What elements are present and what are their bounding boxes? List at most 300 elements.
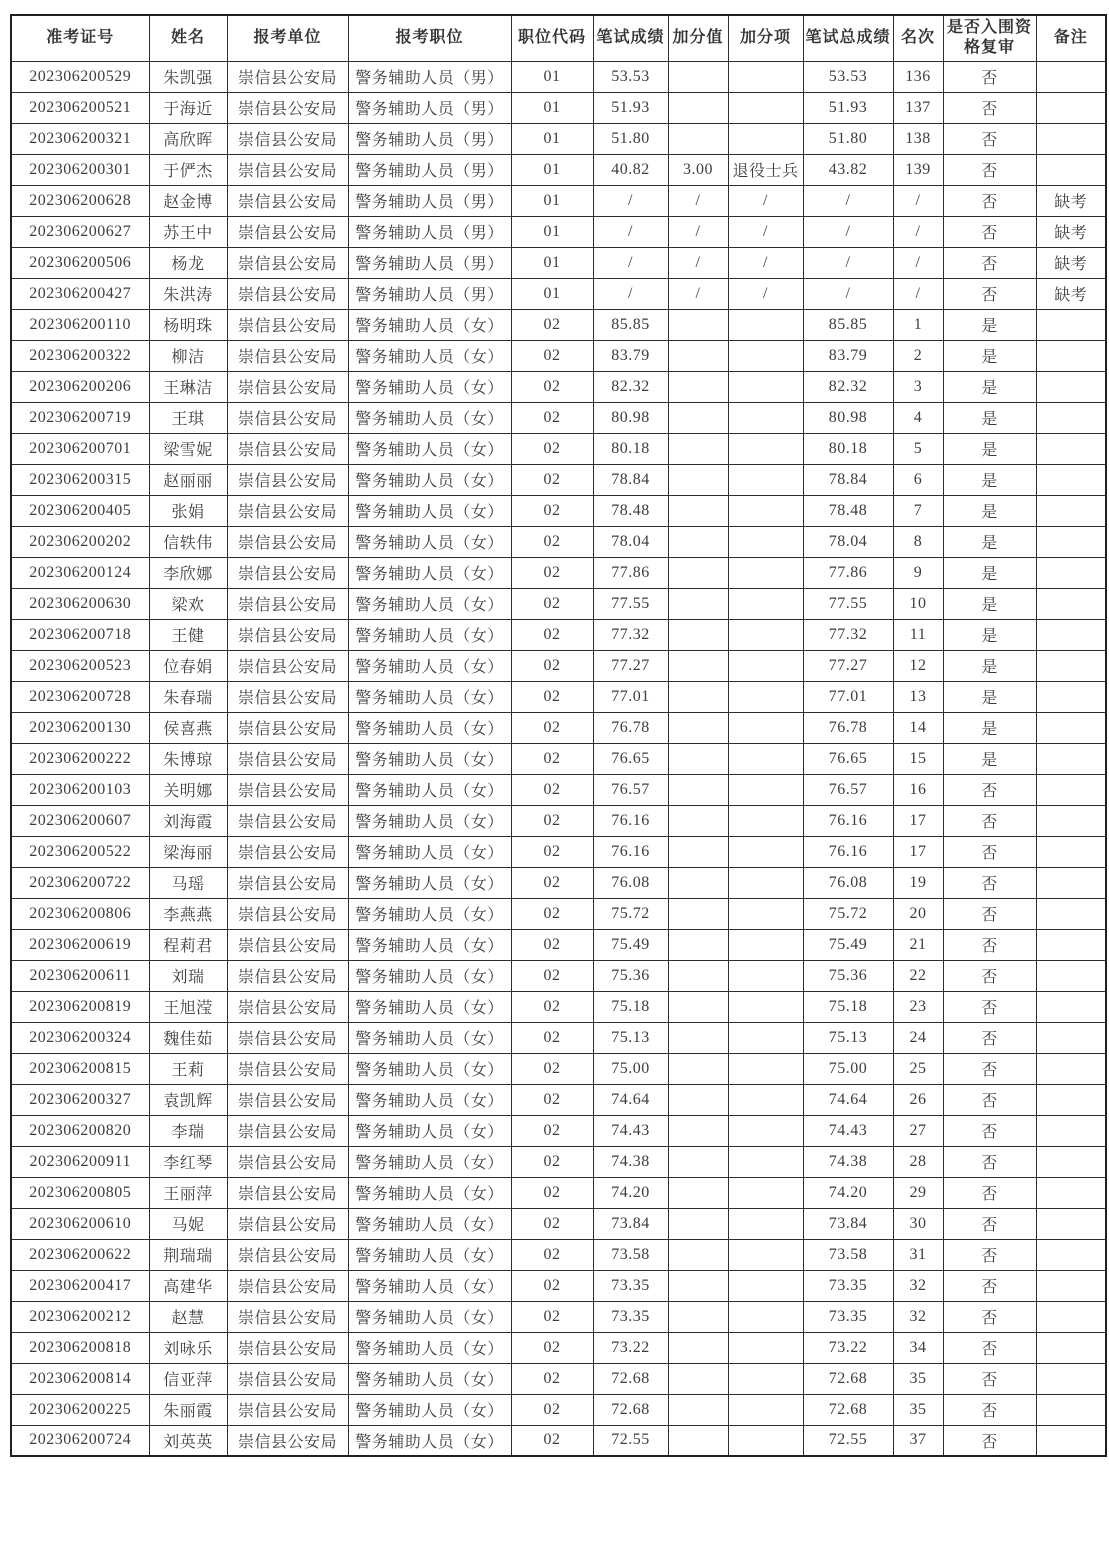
cell-name: 李红琴: [149, 1146, 227, 1177]
cell-rank: 6: [893, 464, 943, 495]
cell-bonus: [668, 1425, 728, 1456]
cell-rank: 22: [893, 960, 943, 991]
cell-bonus: [668, 92, 728, 123]
cell-bonus_item: [728, 1115, 803, 1146]
score-table: [10, 14, 1107, 1457]
cell-ticket: 202306200611: [11, 960, 149, 991]
cell-rank: 13: [893, 681, 943, 712]
cell-bonus: [668, 1053, 728, 1084]
cell-total: 51.93: [803, 92, 893, 123]
cell-shortlisted: 否: [943, 1084, 1036, 1115]
cell-remark: [1036, 1177, 1106, 1208]
cell-ticket: 202306200405: [11, 495, 149, 526]
cell-shortlisted: 否: [943, 1239, 1036, 1270]
cell-written: 40.82: [593, 154, 668, 185]
cell-bonus: [668, 1394, 728, 1425]
table-row: [11, 991, 1106, 1022]
table-row: [11, 1115, 1106, 1146]
table-row: [11, 1084, 1106, 1115]
cell-bonus_item: [728, 526, 803, 557]
cell-bonus_item: [728, 619, 803, 650]
cell-unit: 崇信县公安局: [227, 1084, 348, 1115]
column-header-rank: 名次: [893, 15, 943, 61]
cell-shortlisted: 否: [943, 991, 1036, 1022]
cell-bonus: /: [668, 216, 728, 247]
cell-bonus: [668, 1177, 728, 1208]
cell-position: 警务辅助人员（女）: [348, 650, 511, 681]
table-row: [11, 216, 1106, 247]
cell-position: 警务辅助人员（女）: [348, 1146, 511, 1177]
cell-shortlisted: 否: [943, 1177, 1036, 1208]
cell-bonus: [668, 960, 728, 991]
cell-ticket: 202306200819: [11, 991, 149, 1022]
cell-remark: [1036, 1394, 1106, 1425]
cell-rank: 5: [893, 433, 943, 464]
cell-ticket: 202306200610: [11, 1208, 149, 1239]
cell-bonus: [668, 619, 728, 650]
cell-bonus: [668, 1084, 728, 1115]
cell-written: 74.38: [593, 1146, 668, 1177]
cell-total: 76.57: [803, 774, 893, 805]
cell-rank: /: [893, 216, 943, 247]
cell-bonus: [668, 898, 728, 929]
cell-written: 82.32: [593, 371, 668, 402]
cell-unit: 崇信县公安局: [227, 743, 348, 774]
cell-written: /: [593, 216, 668, 247]
cell-bonus: [668, 588, 728, 619]
cell-total: 77.27: [803, 650, 893, 681]
cell-code: 01: [511, 278, 593, 309]
cell-position: 警务辅助人员（女）: [348, 1022, 511, 1053]
cell-unit: 崇信县公安局: [227, 309, 348, 340]
cell-bonus_item: [728, 650, 803, 681]
cell-remark: [1036, 1332, 1106, 1363]
cell-code: 02: [511, 681, 593, 712]
cell-unit: 崇信县公安局: [227, 929, 348, 960]
cell-position: 警务辅助人员（男）: [348, 92, 511, 123]
cell-written: 73.58: [593, 1239, 668, 1270]
cell-unit: 崇信县公安局: [227, 123, 348, 154]
table-row: [11, 1363, 1106, 1394]
cell-code: 02: [511, 1332, 593, 1363]
cell-shortlisted: 是: [943, 371, 1036, 402]
cell-position: 警务辅助人员（女）: [348, 1208, 511, 1239]
table-row: [11, 1332, 1106, 1363]
cell-total: 75.18: [803, 991, 893, 1022]
cell-total: /: [803, 185, 893, 216]
cell-shortlisted: 是: [943, 309, 1036, 340]
cell-total: 77.01: [803, 681, 893, 712]
cell-written: 75.18: [593, 991, 668, 1022]
cell-written: 77.55: [593, 588, 668, 619]
cell-rank: 25: [893, 1053, 943, 1084]
cell-ticket: 202306200506: [11, 247, 149, 278]
column-header-unit: 报考单位: [227, 15, 348, 61]
cell-total: 74.20: [803, 1177, 893, 1208]
cell-name: 高建华: [149, 1270, 227, 1301]
cell-position: 警务辅助人员（女）: [348, 526, 511, 557]
cell-written: 73.84: [593, 1208, 668, 1239]
cell-unit: 崇信县公安局: [227, 960, 348, 991]
cell-unit: 崇信县公安局: [227, 1425, 348, 1456]
cell-position: 警务辅助人员（女）: [348, 991, 511, 1022]
table-row: [11, 371, 1106, 402]
cell-unit: 崇信县公安局: [227, 1053, 348, 1084]
cell-name: 朱博琼: [149, 743, 227, 774]
cell-unit: 崇信县公安局: [227, 867, 348, 898]
cell-bonus_item: [728, 960, 803, 991]
cell-written: 76.16: [593, 836, 668, 867]
cell-total: 72.55: [803, 1425, 893, 1456]
cell-written: 75.13: [593, 1022, 668, 1053]
cell-ticket: 202306200805: [11, 1177, 149, 1208]
cell-remark: [1036, 588, 1106, 619]
cell-unit: 崇信县公安局: [227, 836, 348, 867]
cell-bonus: [668, 1239, 728, 1270]
table-row: [11, 1301, 1106, 1332]
cell-bonus_item: [728, 1363, 803, 1394]
cell-written: 53.53: [593, 61, 668, 92]
cell-name: 王琳洁: [149, 371, 227, 402]
cell-written: 74.20: [593, 1177, 668, 1208]
cell-written: 51.93: [593, 92, 668, 123]
cell-total: /: [803, 216, 893, 247]
cell-ticket: 202306200619: [11, 929, 149, 960]
cell-unit: 崇信县公安局: [227, 495, 348, 526]
cell-rank: 136: [893, 61, 943, 92]
cell-written: 76.08: [593, 867, 668, 898]
cell-bonus_item: [728, 1239, 803, 1270]
cell-bonus_item: /: [728, 185, 803, 216]
cell-ticket: 202306200321: [11, 123, 149, 154]
cell-written: 76.65: [593, 743, 668, 774]
cell-remark: [1036, 1270, 1106, 1301]
table-row: [11, 1053, 1106, 1084]
cell-remark: [1036, 774, 1106, 805]
cell-rank: 8: [893, 526, 943, 557]
cell-unit: 崇信县公安局: [227, 247, 348, 278]
cell-total: 75.72: [803, 898, 893, 929]
cell-bonus_item: [728, 557, 803, 588]
cell-remark: [1036, 867, 1106, 898]
cell-unit: 崇信县公安局: [227, 371, 348, 402]
cell-ticket: 202306200607: [11, 805, 149, 836]
cell-code: 02: [511, 1270, 593, 1301]
cell-unit: 崇信县公安局: [227, 1115, 348, 1146]
cell-code: 02: [511, 526, 593, 557]
cell-bonus_item: [728, 774, 803, 805]
cell-position: 警务辅助人员（女）: [348, 464, 511, 495]
cell-name: 李燕燕: [149, 898, 227, 929]
cell-remark: [1036, 495, 1106, 526]
cell-shortlisted: 否: [943, 1425, 1036, 1456]
cell-unit: 崇信县公安局: [227, 650, 348, 681]
cell-ticket: 202306200814: [11, 1363, 149, 1394]
cell-unit: 崇信县公安局: [227, 402, 348, 433]
cell-remark: [1036, 464, 1106, 495]
cell-remark: [1036, 836, 1106, 867]
header-row: [11, 15, 1106, 61]
cell-name: 马妮: [149, 1208, 227, 1239]
cell-bonus_item: [728, 836, 803, 867]
cell-bonus_item: [728, 1022, 803, 1053]
cell-name: 侯喜燕: [149, 712, 227, 743]
table-row: [11, 805, 1106, 836]
table-row: [11, 1022, 1106, 1053]
cell-total: 76.78: [803, 712, 893, 743]
cell-bonus_item: [728, 1146, 803, 1177]
cell-bonus: [668, 712, 728, 743]
cell-remark: [1036, 340, 1106, 371]
cell-rank: 35: [893, 1394, 943, 1425]
cell-code: 02: [511, 1425, 593, 1456]
cell-remark: [1036, 1239, 1106, 1270]
cell-written: 76.78: [593, 712, 668, 743]
cell-remark: [1036, 433, 1106, 464]
cell-total: 53.53: [803, 61, 893, 92]
cell-remark: [1036, 991, 1106, 1022]
cell-name: 杨龙: [149, 247, 227, 278]
cell-unit: 崇信县公安局: [227, 1270, 348, 1301]
cell-written: 80.98: [593, 402, 668, 433]
cell-name: 梁海丽: [149, 836, 227, 867]
cell-written: 72.68: [593, 1363, 668, 1394]
cell-bonus: [668, 1115, 728, 1146]
cell-rank: 16: [893, 774, 943, 805]
cell-written: /: [593, 278, 668, 309]
cell-position: 警务辅助人员（女）: [348, 743, 511, 774]
cell-total: 73.84: [803, 1208, 893, 1239]
cell-unit: 崇信县公安局: [227, 991, 348, 1022]
cell-name: 信亚萍: [149, 1363, 227, 1394]
cell-ticket: 202306200522: [11, 836, 149, 867]
cell-total: 75.49: [803, 929, 893, 960]
cell-unit: 崇信县公安局: [227, 774, 348, 805]
cell-name: 杨明珠: [149, 309, 227, 340]
cell-position: 警务辅助人员（女）: [348, 1084, 511, 1115]
cell-remark: 缺考: [1036, 278, 1106, 309]
cell-position: 警务辅助人员（女）: [348, 495, 511, 526]
cell-shortlisted: 是: [943, 433, 1036, 464]
cell-code: 02: [511, 557, 593, 588]
table-row: [11, 340, 1106, 371]
cell-rank: 37: [893, 1425, 943, 1456]
cell-code: 02: [511, 774, 593, 805]
cell-shortlisted: 否: [943, 1301, 1036, 1332]
cell-ticket: 202306200124: [11, 557, 149, 588]
cell-rank: 20: [893, 898, 943, 929]
cell-code: 02: [511, 1394, 593, 1425]
cell-ticket: 202306200722: [11, 867, 149, 898]
cell-total: 73.35: [803, 1270, 893, 1301]
cell-bonus: [668, 805, 728, 836]
cell-written: 73.35: [593, 1301, 668, 1332]
cell-position: 警务辅助人员（女）: [348, 1425, 511, 1456]
cell-shortlisted: 是: [943, 743, 1036, 774]
cell-position: 警务辅助人员（男）: [348, 123, 511, 154]
cell-total: 78.84: [803, 464, 893, 495]
cell-total: 75.00: [803, 1053, 893, 1084]
cell-code: 02: [511, 836, 593, 867]
cell-code: 02: [511, 371, 593, 402]
table-row: [11, 960, 1106, 991]
cell-bonus: [668, 123, 728, 154]
cell-name: 李瑞: [149, 1115, 227, 1146]
cell-bonus: [668, 929, 728, 960]
cell-ticket: 202306200521: [11, 92, 149, 123]
cell-shortlisted: 否: [943, 154, 1036, 185]
cell-rank: 26: [893, 1084, 943, 1115]
cell-unit: 崇信县公安局: [227, 340, 348, 371]
cell-bonus: /: [668, 278, 728, 309]
table-row: [11, 464, 1106, 495]
cell-unit: 崇信县公安局: [227, 619, 348, 650]
cell-remark: [1036, 681, 1106, 712]
cell-bonus_item: [728, 805, 803, 836]
cell-ticket: 202306200718: [11, 619, 149, 650]
cell-bonus_item: [728, 61, 803, 92]
cell-position: 警务辅助人员（女）: [348, 1301, 511, 1332]
cell-total: 74.38: [803, 1146, 893, 1177]
cell-code: 01: [511, 92, 593, 123]
cell-rank: 19: [893, 867, 943, 898]
cell-written: /: [593, 247, 668, 278]
table-row: [11, 619, 1106, 650]
cell-rank: 31: [893, 1239, 943, 1270]
cell-ticket: 202306200225: [11, 1394, 149, 1425]
cell-shortlisted: 否: [943, 1208, 1036, 1239]
cell-bonus_item: [728, 1270, 803, 1301]
table-row: [11, 1177, 1106, 1208]
cell-bonus: [668, 774, 728, 805]
cell-remark: [1036, 309, 1106, 340]
cell-total: 76.65: [803, 743, 893, 774]
table-row: [11, 433, 1106, 464]
cell-position: 警务辅助人员（女）: [348, 774, 511, 805]
cell-remark: [1036, 1425, 1106, 1456]
cell-rank: 139: [893, 154, 943, 185]
cell-bonus_item: [728, 433, 803, 464]
table-row: [11, 1425, 1106, 1456]
cell-rank: 7: [893, 495, 943, 526]
cell-name: 关明娜: [149, 774, 227, 805]
cell-ticket: 202306200324: [11, 1022, 149, 1053]
cell-name: 袁凯辉: [149, 1084, 227, 1115]
cell-bonus: [668, 681, 728, 712]
cell-shortlisted: 否: [943, 898, 1036, 929]
cell-total: 85.85: [803, 309, 893, 340]
cell-position: 警务辅助人员（女）: [348, 681, 511, 712]
cell-name: 王丽萍: [149, 1177, 227, 1208]
table-row: [11, 898, 1106, 929]
table-row: [11, 1394, 1106, 1425]
cell-rank: 15: [893, 743, 943, 774]
cell-shortlisted: 否: [943, 247, 1036, 278]
cell-position: 警务辅助人员（女）: [348, 1270, 511, 1301]
cell-position: 警务辅助人员（男）: [348, 61, 511, 92]
cell-position: 警务辅助人员（女）: [348, 340, 511, 371]
cell-name: 朱丽霞: [149, 1394, 227, 1425]
cell-bonus: /: [668, 185, 728, 216]
cell-shortlisted: 否: [943, 1394, 1036, 1425]
cell-code: 02: [511, 1301, 593, 1332]
cell-total: 80.18: [803, 433, 893, 464]
cell-bonus_item: /: [728, 216, 803, 247]
cell-name: 赵金博: [149, 185, 227, 216]
cell-remark: [1036, 898, 1106, 929]
cell-position: 警务辅助人员（女）: [348, 867, 511, 898]
cell-total: 76.16: [803, 805, 893, 836]
cell-ticket: 202306200222: [11, 743, 149, 774]
cell-bonus_item: [728, 1425, 803, 1456]
cell-unit: 崇信县公安局: [227, 61, 348, 92]
cell-shortlisted: 是: [943, 340, 1036, 371]
cell-shortlisted: 否: [943, 774, 1036, 805]
column-header-name: 姓名: [149, 15, 227, 61]
table-row: [11, 588, 1106, 619]
cell-unit: 崇信县公安局: [227, 216, 348, 247]
cell-unit: 崇信县公安局: [227, 1239, 348, 1270]
cell-name: 王琪: [149, 402, 227, 433]
cell-remark: [1036, 557, 1106, 588]
table-row: [11, 743, 1106, 774]
cell-code: 02: [511, 805, 593, 836]
cell-code: 02: [511, 619, 593, 650]
table-row: [11, 495, 1106, 526]
cell-position: 警务辅助人员（女）: [348, 588, 511, 619]
cell-ticket: 202306200627: [11, 216, 149, 247]
cell-bonus_item: [728, 92, 803, 123]
cell-bonus: [668, 340, 728, 371]
cell-code: 01: [511, 216, 593, 247]
cell-bonus_item: [728, 402, 803, 433]
table-row: [11, 247, 1106, 278]
column-header-code: 职位代码: [511, 15, 593, 61]
cell-shortlisted: 否: [943, 61, 1036, 92]
cell-ticket: 202306200820: [11, 1115, 149, 1146]
cell-name: 马瑶: [149, 867, 227, 898]
cell-bonus: [668, 991, 728, 1022]
cell-remark: 缺考: [1036, 247, 1106, 278]
table-row: [11, 1270, 1106, 1301]
cell-written: 78.48: [593, 495, 668, 526]
cell-remark: [1036, 1146, 1106, 1177]
cell-rank: 28: [893, 1146, 943, 1177]
cell-unit: 崇信县公安局: [227, 1146, 348, 1177]
cell-bonus: /: [668, 247, 728, 278]
cell-remark: [1036, 650, 1106, 681]
cell-total: 76.16: [803, 836, 893, 867]
cell-position: 警务辅助人员（女）: [348, 371, 511, 402]
cell-unit: 崇信县公安局: [227, 681, 348, 712]
cell-code: 01: [511, 185, 593, 216]
table-row: [11, 1208, 1106, 1239]
cell-rank: 30: [893, 1208, 943, 1239]
cell-shortlisted: 否: [943, 1053, 1036, 1084]
cell-code: 02: [511, 588, 593, 619]
cell-remark: [1036, 1084, 1106, 1115]
cell-shortlisted: 是: [943, 681, 1036, 712]
cell-name: 王旭滢: [149, 991, 227, 1022]
cell-shortlisted: 否: [943, 1146, 1036, 1177]
cell-bonus: [668, 650, 728, 681]
cell-code: 02: [511, 898, 593, 929]
cell-bonus_item: [728, 309, 803, 340]
cell-name: 赵慧: [149, 1301, 227, 1332]
cell-name: 魏佳茹: [149, 1022, 227, 1053]
cell-written: 76.57: [593, 774, 668, 805]
cell-written: 85.85: [593, 309, 668, 340]
